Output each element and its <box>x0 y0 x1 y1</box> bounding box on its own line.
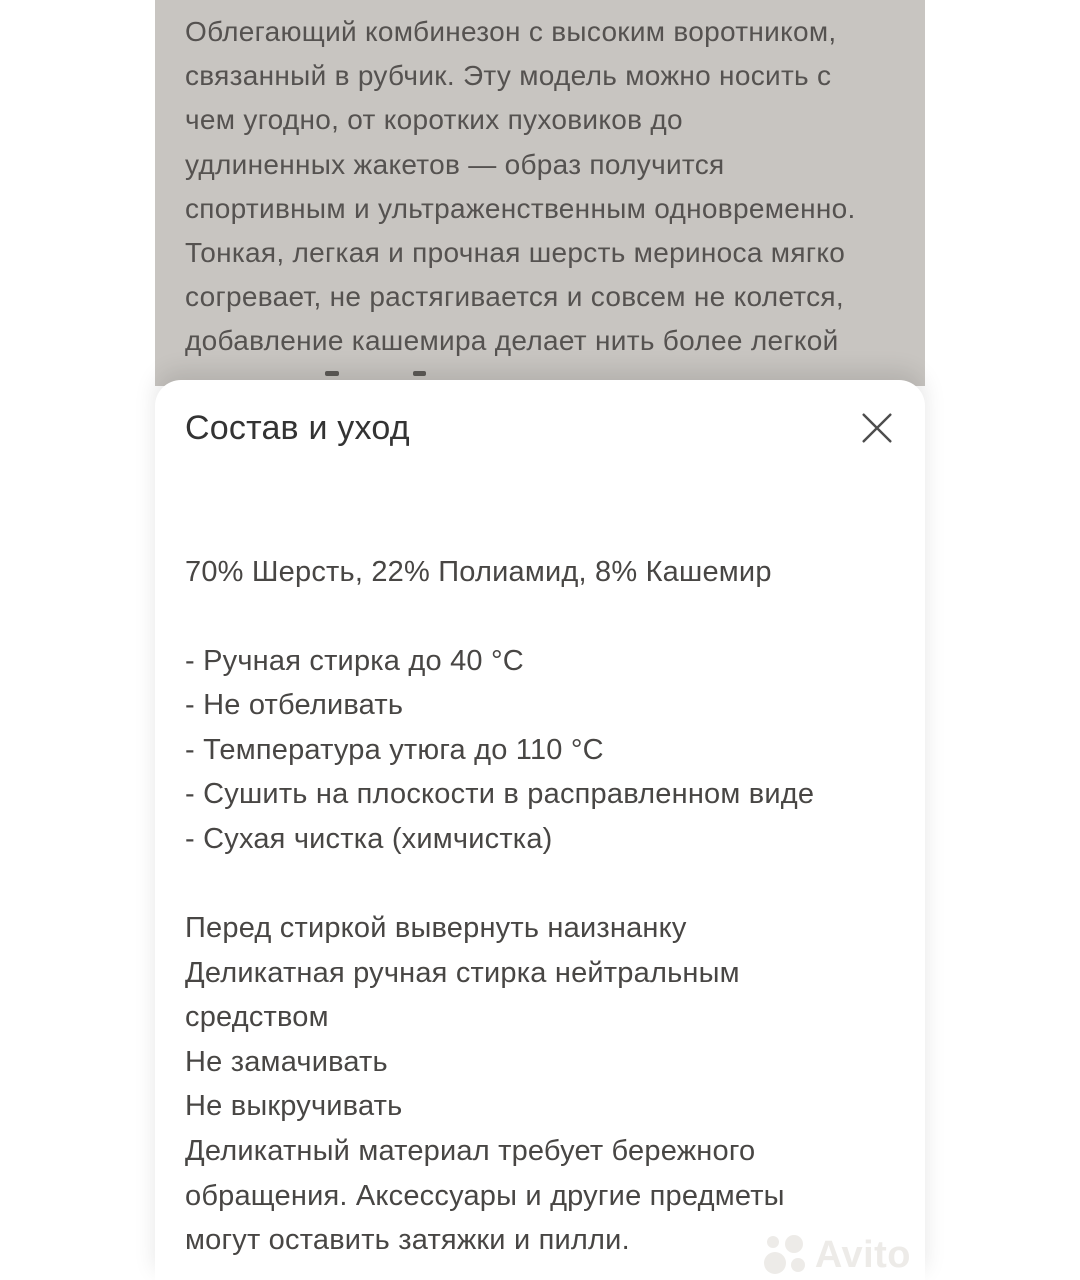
composition-care-sheet <box>155 380 925 1280</box>
sheet-title: Состав и уход <box>185 409 410 447</box>
close-button[interactable] <box>853 404 901 452</box>
sheet-header <box>185 380 895 450</box>
phone-content-column <box>155 0 925 1280</box>
description-line: Тонкая, легкая и прочная шерсть мериноса мягко <box>185 237 846 269</box>
clipped-letter-top <box>413 371 426 376</box>
description-line: добавление кашемира делает нить более легкой <box>185 325 839 357</box>
note-line: могут оставить затяжки и пилли. <box>185 1224 630 1257</box>
note-line: Деликатный материал требует бережного <box>185 1135 756 1167</box>
care-notes <box>185 906 895 1263</box>
description-line: согревает, не растягивается и совсем не колется, <box>185 281 844 313</box>
note-line: Не выкручивать <box>185 1090 403 1123</box>
care-item: - Не отбеливать <box>185 689 404 722</box>
note-line: обращения. Аксессуары и другие предметы <box>185 1179 785 1212</box>
note-line: средством <box>185 1001 329 1034</box>
care-item: - Ручная стирка до 40 °С <box>185 645 524 677</box>
care-item: - Температура утюга до 110 °С <box>185 733 604 766</box>
composition-text: 70% Шерсть, 22% Полиамид, 8% Кашемир <box>185 556 772 588</box>
clipped-letter-top <box>325 371 339 376</box>
avito-logo-text: Avito <box>814 1234 911 1276</box>
description-line: спортивным и ультраженственным одновременно. <box>185 192 856 224</box>
note-line: Перед стиркой вывернуть наизнанку <box>185 912 687 945</box>
dimmed-product-description <box>155 0 925 386</box>
description-line: связанный в рубчик. Эту модель можно носить с <box>185 60 832 92</box>
note-line: Не замачивать <box>185 1045 388 1078</box>
care-list <box>185 639 895 861</box>
close-icon <box>858 409 896 447</box>
care-item: - Сухая чистка (химчистка) <box>185 822 553 855</box>
description-line: удлиненных жакетов — образ получится <box>185 148 725 180</box>
note-line: Деликатная ручная стирка нейтральным <box>185 956 740 989</box>
description-line: Облегающий комбинезон с высоким воротником, <box>185 16 837 47</box>
description-line: чем угодно, от коротких пуховиков до <box>185 104 683 136</box>
care-item: - Сушить на плоскости в расправленном виде <box>185 778 815 811</box>
clipped-text-remnants <box>155 0 925 386</box>
